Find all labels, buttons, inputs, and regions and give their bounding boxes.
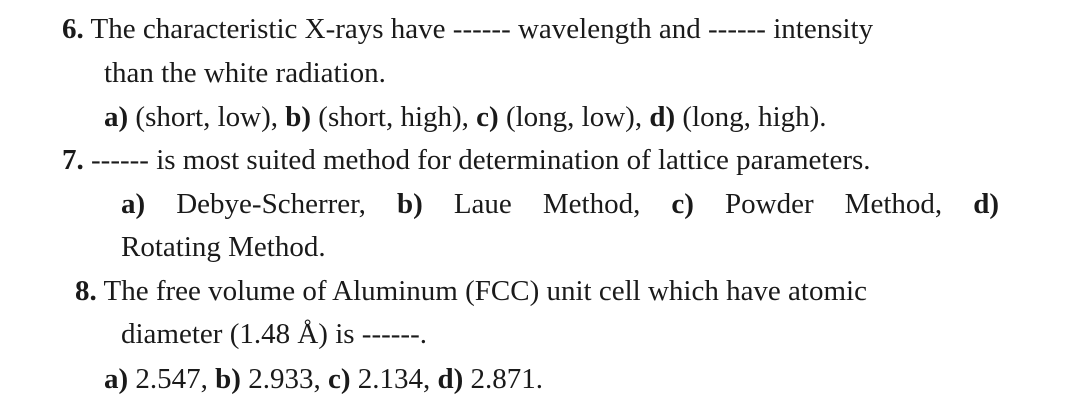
option-text: Debye-Scherrer, [145, 188, 397, 220]
option-letter: b) [215, 363, 241, 395]
option-letter: d) [973, 188, 1000, 220]
question-6-text-cont: than the white radiation. [104, 57, 386, 89]
question-8-number: 8. [75, 275, 97, 307]
question-8-options [104, 362, 543, 396]
option-text: Rotating Method. [121, 231, 326, 263]
option-letter: c) [476, 101, 499, 133]
option-letter: c) [671, 188, 694, 220]
question-6-line-2 [104, 56, 386, 90]
question-7-number: 7. [62, 144, 84, 176]
option-letter: b) [396, 188, 423, 220]
option-text: 2.134, [350, 363, 438, 395]
option-text: Powder Method, [693, 188, 974, 220]
question-8-text-cont: diameter (1.48 Å) is ------. [121, 318, 427, 350]
question-8-line-1 [75, 274, 867, 308]
question-6-number: 6. [62, 13, 84, 45]
option-letter: d) [437, 363, 464, 395]
option-text: 2.547, [128, 363, 216, 395]
question-7-text: ------ is most suited method for determination of lattice parameters. [91, 144, 871, 176]
question-6-text: The characteristic X-rays have ------ wavelength and ------ intensity [90, 13, 874, 45]
question-7-options [121, 187, 999, 221]
option-text: 2.933, [240, 363, 328, 395]
question-7-options-cont [121, 230, 326, 264]
question-7-line-1 [62, 143, 871, 177]
option-letter: a) [121, 188, 146, 220]
option-text: (short, low), [128, 101, 286, 133]
question-8-text: The free volume of Aluminum (FCC) unit cell which have atomic [103, 275, 867, 307]
option-text: (short, high), [311, 101, 477, 133]
option-letter: d) [649, 101, 676, 133]
question-8-line-2 [121, 317, 427, 351]
option-text: Laue Method, [422, 188, 672, 220]
option-letter: c) [327, 363, 351, 395]
option-text: (long, low), [498, 101, 650, 133]
question-6-line-1 [62, 12, 873, 46]
option-text: 2.871. [463, 363, 544, 395]
option-text: (long, high). [675, 101, 827, 133]
option-letter: b) [285, 101, 312, 133]
question-6-options [104, 100, 827, 134]
option-letter: a) [104, 101, 129, 133]
option-letter: a) [104, 363, 129, 395]
